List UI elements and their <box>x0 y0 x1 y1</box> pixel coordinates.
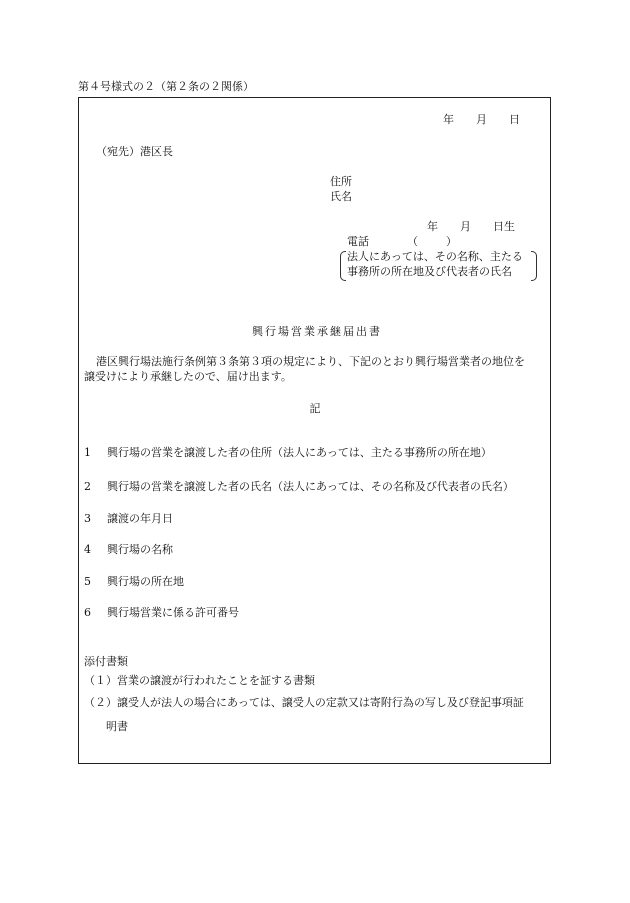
list-item: 6 興行場営業に係る許可番号 <box>84 606 239 619</box>
list-item: 1 興行場の営業を譲渡した者の住所（法人にあっては、主たる事務所の所在地） <box>84 446 492 459</box>
attachment-item-2: （２）譲受人が法人の場合にあっては、譲受人の定款又は寄附行為の写し及び登記事項証 <box>84 696 524 709</box>
birth-date <box>427 220 515 234</box>
address-label: 住所 <box>330 175 352 188</box>
corporation-note-line2: 事務所の所在地及び代表者の氏名 <box>347 265 512 278</box>
birth-month-label: 月 <box>460 220 471 233</box>
list-item: 5 興行場の所在地 <box>84 575 184 588</box>
corporation-note-line1: 法人にあっては、その名称、主たる <box>347 250 523 263</box>
form-frame <box>78 97 551 764</box>
birth-year-label: 年 <box>427 220 438 233</box>
ki-heading: 記 <box>309 402 321 415</box>
attachment-item-2-cont: 明書 <box>106 720 128 733</box>
form-label: 第４号様式の２（第２条の２関係） <box>78 80 254 93</box>
phone-row <box>347 235 457 249</box>
phone-label: 電話 <box>347 235 369 248</box>
list-item: 3 譲渡の年月日 <box>84 512 173 525</box>
attachments-heading: 添付書類 <box>84 655 128 668</box>
date-year-label: 年 <box>443 113 454 126</box>
addressee: （宛先）港区長 <box>96 145 173 158</box>
list-item: 2 興行場の営業を譲渡した者の氏名（法人にあっては、その名称及び代表者の氏名） <box>84 480 514 493</box>
document-title: 興行場営業承継届出書 <box>252 325 382 338</box>
submission-date <box>443 113 520 127</box>
body-text-line1: 港区興行場法施行条例第３条第３項の規定により、下記のとおり興行場営業者の地位を <box>96 355 525 368</box>
birth-day-label: 日生 <box>493 220 515 233</box>
phone-paren-close: ） <box>446 235 457 248</box>
corporation-note <box>340 250 537 281</box>
phone-paren-open: （ <box>407 235 418 248</box>
body-text-line2: 譲受けにより承継したので、届け出ます。 <box>84 370 292 383</box>
list-item: 4 興行場の名称 <box>84 543 173 556</box>
name-label: 氏名 <box>330 190 352 203</box>
date-day-label: 日 <box>509 113 520 126</box>
attachment-item-1: （１）営業の譲渡が行われたことを証する書類 <box>84 674 315 687</box>
right-bracket <box>531 251 537 281</box>
date-month-label: 月 <box>476 113 487 126</box>
left-bracket <box>340 251 346 281</box>
